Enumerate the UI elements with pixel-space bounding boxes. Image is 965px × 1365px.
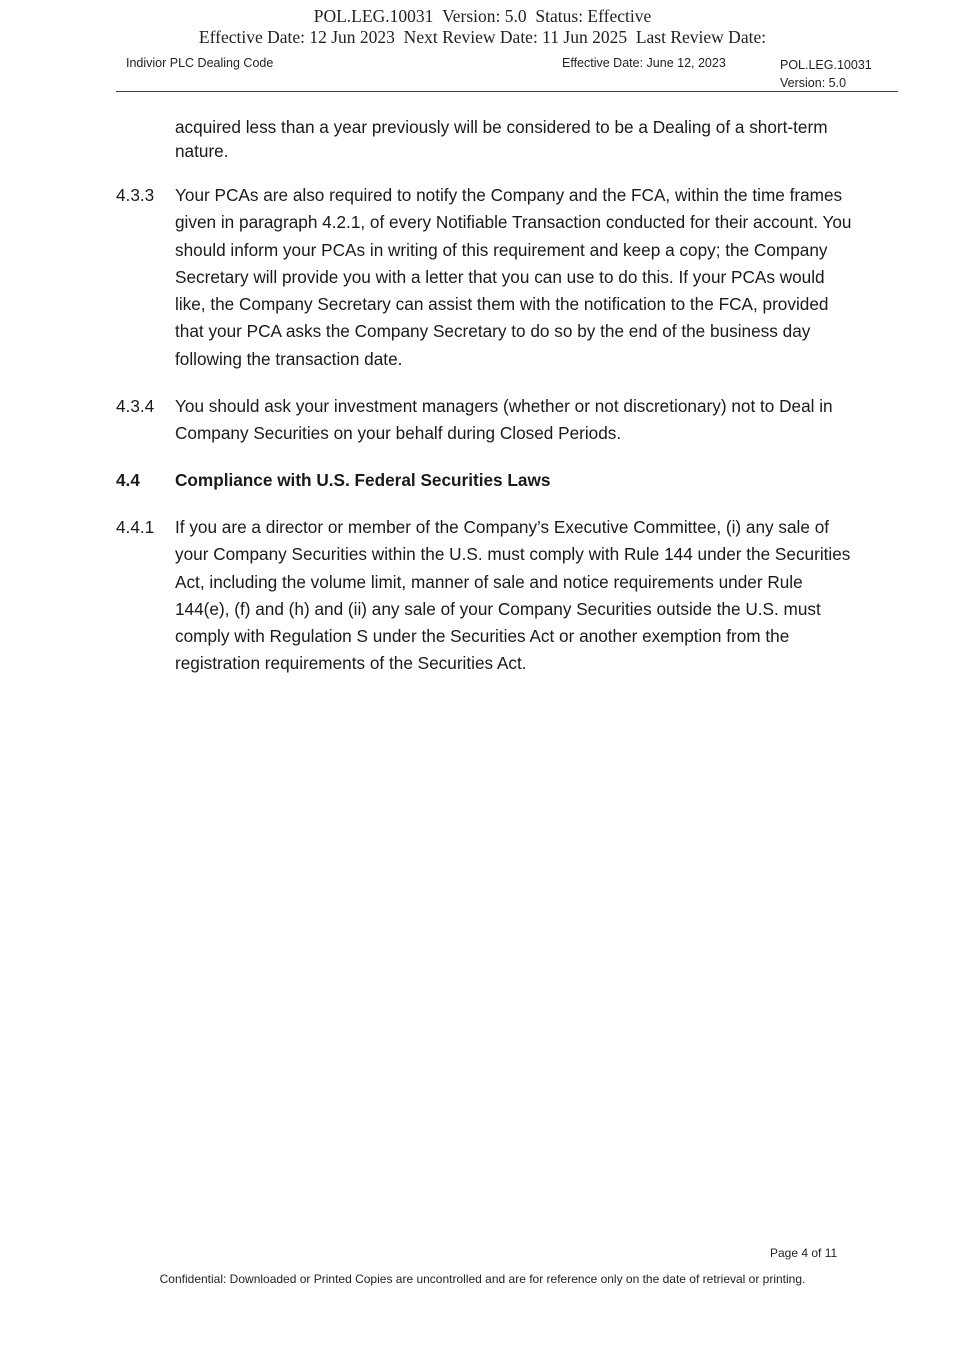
paragraph-text: If you are a director or member of the Company’s Executive Committee, (i) any sale of your Company Securities within the U.S. must comply with Rule 144 under the Securities Act, including the volume limit, manner of sale and notice requirements under Rule 144(e), (f) and (h) and (ii) any sale of your Company Securities outside the U.S. must comply with Regulation S under the Securities Act or another exemption from the registration requirements of the Securities Act. xyxy=(175,517,851,674)
header-version: Version: 5.0 xyxy=(780,76,847,90)
page-number: Page 4 of 11 xyxy=(770,1246,838,1260)
paragraph-text: You should ask your investment managers (whether or not discretionary) not to Deal in Company Securities on your behalf during Closed Periods. xyxy=(175,396,833,444)
paragraph-number: 4.4.1 xyxy=(116,517,155,537)
doc-control-line-2: Effective Date: 12 Jun 2023 Next Review Date: 11 Jun 2025 Last Review Date: xyxy=(198,27,767,47)
continuation-paragraph: acquired less than a year previously will be considered to be a Dealing of a short-term nature. xyxy=(175,117,828,161)
doc-control-line-1: POL.LEG.10031 Version: 5.0 Status: Effective xyxy=(313,6,652,26)
paragraph-number: 4.3.3 xyxy=(116,185,155,205)
header-reference xyxy=(780,56,872,92)
running-header xyxy=(116,56,898,92)
header-document-title: Indivior PLC Dealing Code xyxy=(126,56,274,70)
page-body xyxy=(116,115,856,163)
document-control-banner xyxy=(0,6,965,48)
confidentiality-notice: Confidential: Downloaded or Printed Copies are uncontrolled and are for reference only on the date of retrieval or printing. xyxy=(159,1272,806,1286)
paragraph-text: Your PCAs are also required to notify the Company and the FCA, within the time frames given in paragraph 4.2.1, of every Notifiable Transaction conducted for their account. You should inform your PCAs in writing of this requirement and keep a copy; the Company Secretary will provide you with a letter that you can use to do this. If your PCAs would like, the Company Secretary can assist them with the notification to the FCA, provided that your PCA asks the Company Secretary to do so by the end of the business day following the transaction date. xyxy=(175,185,852,369)
heading-text: Compliance with U.S. Federal Securities Laws xyxy=(175,470,551,490)
heading-number: 4.4 xyxy=(116,470,140,490)
paragraph-number: 4.3.4 xyxy=(116,396,155,416)
header-policy-number: POL.LEG.10031 xyxy=(780,58,872,72)
header-effective-date: Effective Date: June 12, 2023 xyxy=(562,56,726,70)
